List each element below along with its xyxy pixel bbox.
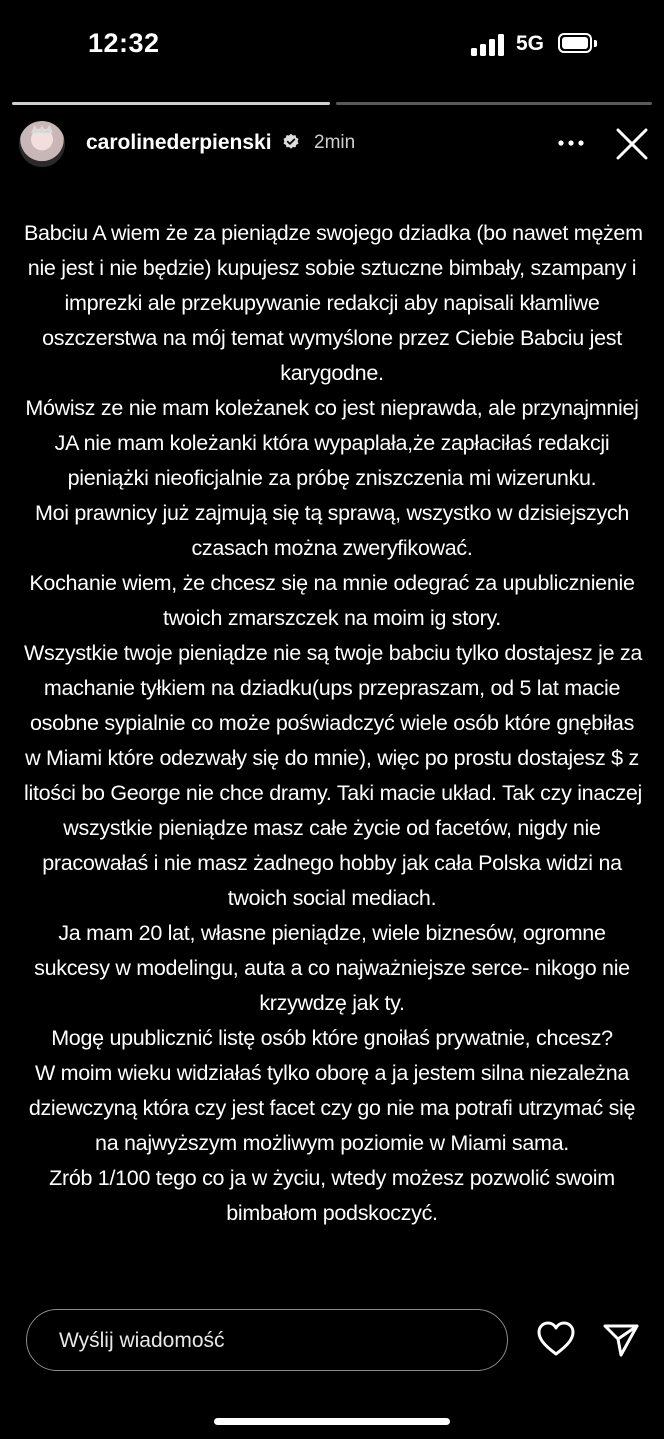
- story-time-ago: 2min: [314, 132, 356, 153]
- close-icon[interactable]: [614, 126, 650, 162]
- story-text-line: karygodne.: [280, 361, 384, 385]
- story-text-line: czasach można zweryfikować.: [191, 536, 473, 560]
- verified-badge-icon: [282, 133, 300, 151]
- status-bar: [0, 0, 664, 90]
- story-text: [24, 216, 643, 1231]
- story-text-line: bimbałom podskoczyć.: [226, 1201, 438, 1225]
- story-text-line: Zrób 1/100 tego co ja w życiu, wtedy możesz pozwolić swoim: [49, 1166, 615, 1190]
- story-text-line: Mogę upublicznić listę osób które gnoiłaś prywatnie, chcesz?: [51, 1026, 613, 1050]
- story-text-line: twoich zmarszczek na moim ig story.: [163, 606, 501, 630]
- story-text-line: machanie tyłkiem na dziadku(ups przepraszam, od 5 lat macie: [43, 676, 621, 700]
- story-text-line: Ja mam 20 lat, własne pieniądze, wiele biznesów, ogromne: [58, 921, 606, 945]
- story-text-line: dziewczyną która czy jest facet czy go nie ma potrafi utrzymać się: [28, 1096, 636, 1120]
- signal-bars-icon: [471, 34, 507, 56]
- story-text-line: nie jest i nie będzie) kupujesz sobie sztuczne bimbały, szampany i: [27, 256, 637, 280]
- story-text-line: krzywdzę jak ty.: [259, 991, 405, 1015]
- story-text-line: oszczerstwa na mój temat wymyślone przez Ciebie Babciu jest: [42, 326, 622, 350]
- heart-icon[interactable]: [536, 1320, 576, 1358]
- story-username[interactable]: carolinederpienski: [86, 131, 272, 154]
- story-text-line: Kochanie wiem, że chcesz się na mnie odegrać za upublicznienie: [29, 571, 635, 595]
- story-progress-segment-current: [12, 102, 330, 105]
- story-text-line: w Miami które odezwały się do mnie), więc po prostu dostajesz $ z: [25, 746, 639, 770]
- story-text-line: wszystkie pieniądze masz całe życie od facetów, nigdy nie: [63, 816, 601, 840]
- story-text-line: pracowałaś i nie masz żadnego hobby jak cała Polska widzi na: [42, 851, 622, 875]
- story-text-line: Babciu A wiem że za pieniądze swojego dziadka (bo nawet mężem: [24, 221, 643, 245]
- story-text-line: twoich social mediach.: [227, 886, 437, 910]
- story-text-line: Moi prawnicy już zajmują się tą sprawą, wszystko w dzisiejszych: [34, 501, 630, 525]
- story-text-line: W moim wieku widziałaś tylko oborę a ja jestem silna niezależna: [34, 1061, 630, 1085]
- story-text-line: osobne sypialnie co może poświadczyć wiele osób które gnębiłas: [29, 711, 635, 735]
- story-progress-segment-next: [336, 102, 652, 105]
- story-text-line: sukcesy w modelingu, auta a co najważniejsze serce- nikogo nie: [34, 956, 630, 980]
- clock: 12:32: [88, 28, 160, 58]
- story-text-line: pieniążki nieoficjalnie za próbę zniszczenia mi wizerunku.: [67, 466, 597, 490]
- send-icon[interactable]: [602, 1322, 640, 1358]
- story-text-line: JA nie mam koleżanki która wypaplała,że zapłaciłaś redakcji: [54, 431, 610, 455]
- story-text-line: Wszystkie twoje pieniądze nie są twoje babciu tylko dostajesz je za: [24, 641, 643, 665]
- story-text-line: Mówisz ze nie mam koleżanek co jest nieprawda, ale przynajmniej: [25, 396, 639, 420]
- story-text-line: litości bo George nie chce dramy. Taki macie układ. Tak czy inaczej: [24, 781, 643, 805]
- battery-icon: [558, 33, 598, 55]
- avatar[interactable]: [19, 121, 65, 167]
- reply-input[interactable]: [57, 1310, 481, 1371]
- reply-box[interactable]: [26, 1309, 508, 1371]
- home-indicator[interactable]: [214, 1418, 450, 1425]
- network-type: 5G: [516, 32, 545, 55]
- story-text-line: na najwyższym możliwym poziomie w Miami sama.: [95, 1131, 569, 1155]
- story-text-line: imprezki ale przekupywanie redakcji aby napisali kłamliwe: [64, 291, 600, 315]
- more-dots-icon[interactable]: [556, 133, 586, 153]
